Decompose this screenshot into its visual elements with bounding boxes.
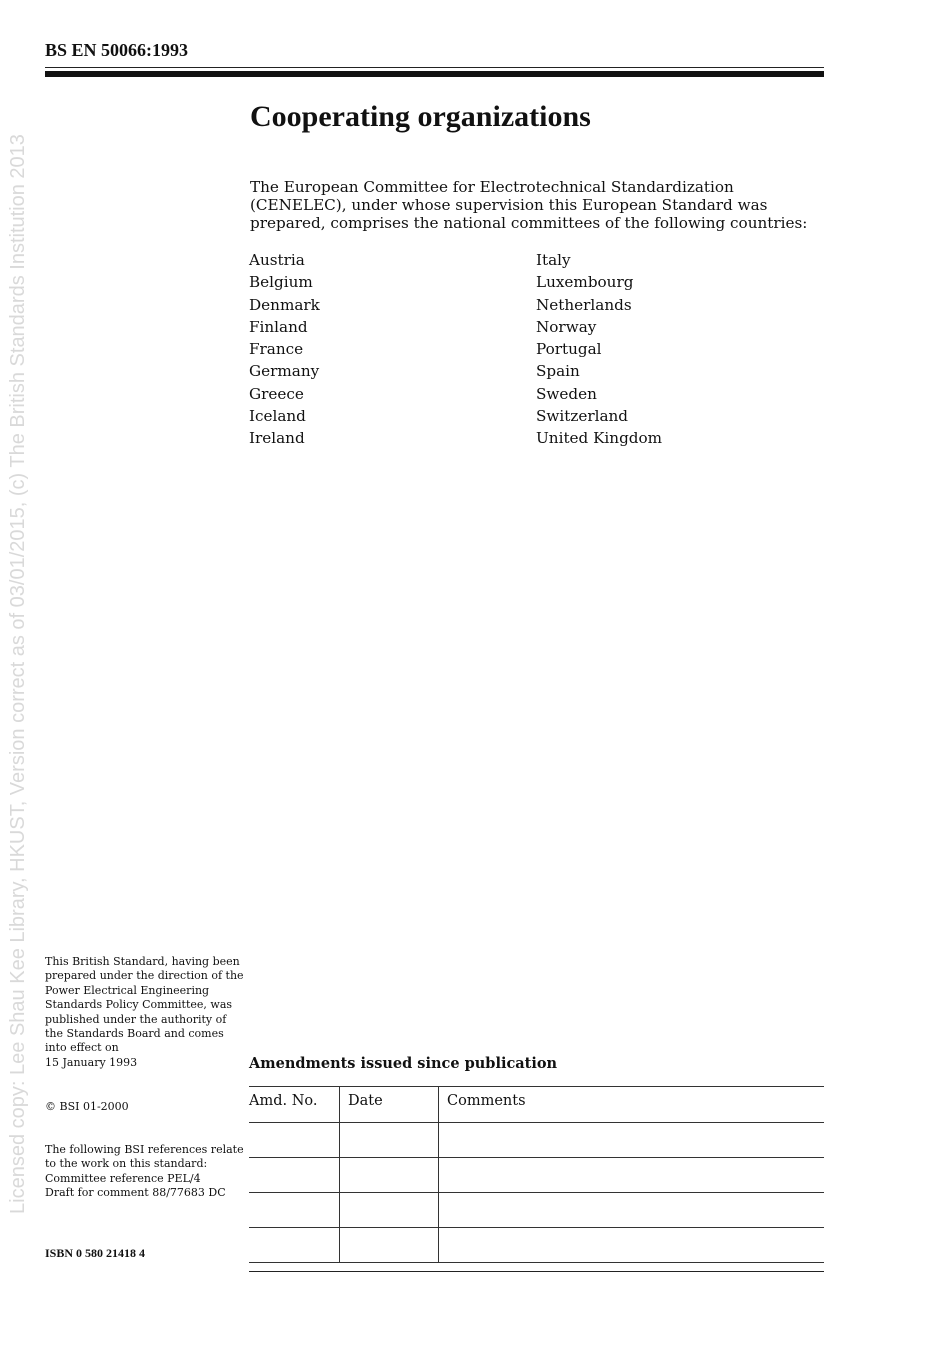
table-cell xyxy=(249,1158,340,1193)
country-item: Denmark xyxy=(249,295,320,314)
committee-reference: Committee reference PEL/4 xyxy=(45,1171,201,1185)
table-cell xyxy=(340,1193,439,1228)
country-item: Austria xyxy=(249,251,305,269)
country-item: Belgium xyxy=(249,273,313,292)
country-item: Greece xyxy=(249,384,304,403)
country-item: Ireland xyxy=(249,429,305,448)
table-cell xyxy=(439,1228,825,1263)
table-cell xyxy=(439,1158,825,1193)
column-header-date: Date xyxy=(340,1087,439,1123)
country-item: Sweden xyxy=(536,384,597,403)
table-cell xyxy=(340,1158,439,1193)
table-row xyxy=(249,1228,824,1263)
header-rule-thin xyxy=(45,67,824,68)
page-title: Cooperating organizations xyxy=(250,100,591,133)
table-cell xyxy=(249,1228,340,1263)
draft-reference: Draft for comment 88/77683 DC xyxy=(45,1186,226,1200)
country-item: Netherlands xyxy=(536,295,632,314)
copyright-note: © BSI 01-2000 xyxy=(45,1100,129,1113)
publication-note xyxy=(45,955,245,1070)
publication-note-text: This British Standard, having been prepared under the direction of the Power Electrical Engineering Standards Policy Committee, was published under the authority of the Standards Board and comes into effect on xyxy=(45,955,244,1055)
country-item: Luxembourg xyxy=(536,273,634,292)
country-list-right xyxy=(536,249,662,450)
column-header-amd-no: Amd. No. xyxy=(249,1087,340,1123)
intro-paragraph: The European Committee for Electrotechnical Standardization (CENELEC), under whose supervision this European Standard was prepared, comprises the national committees of the following countries: xyxy=(250,178,808,232)
table-cell xyxy=(249,1123,340,1158)
country-item: Iceland xyxy=(249,407,306,426)
effective-date: 15 January 1993 xyxy=(45,1055,138,1069)
country-item: France xyxy=(249,340,304,359)
country-item: Italy xyxy=(536,251,571,269)
country-item: Germany xyxy=(249,362,320,381)
country-item: Finland xyxy=(249,317,308,336)
table-cell xyxy=(249,1193,340,1228)
bsi-references xyxy=(45,1143,245,1201)
column-header-comments: Comments xyxy=(439,1087,825,1123)
country-item: United Kingdom xyxy=(536,429,663,448)
country-item: Spain xyxy=(536,362,580,381)
footer-rule xyxy=(249,1271,824,1272)
license-watermark: Licensed copy: Lee Shau Kee Library, HKUST, Version correct as of 03/01/2015, (c) The British Standards Institution 2013 xyxy=(7,134,29,1214)
table-row xyxy=(249,1123,824,1158)
country-item: Portugal xyxy=(536,340,602,359)
table-row xyxy=(249,1193,824,1228)
table-cell xyxy=(439,1123,825,1158)
country-item: Switzerland xyxy=(536,407,629,426)
references-note: The following BSI references relate to the work on this standard: xyxy=(45,1143,244,1171)
table-cell xyxy=(340,1123,439,1158)
amendments-table xyxy=(249,1086,824,1263)
country-list-left xyxy=(249,249,320,450)
table-row xyxy=(249,1158,824,1193)
document-code: BS EN 50066:1993 xyxy=(45,40,189,60)
table-header-row xyxy=(249,1087,824,1123)
header-rule-thick xyxy=(45,71,824,77)
table-cell xyxy=(340,1228,439,1263)
country-item: Norway xyxy=(536,317,597,336)
table-cell xyxy=(439,1193,825,1228)
isbn: ISBN 0 580 21418 4 xyxy=(45,1246,146,1260)
amendments-title: Amendments issued since publication xyxy=(249,1055,558,1072)
